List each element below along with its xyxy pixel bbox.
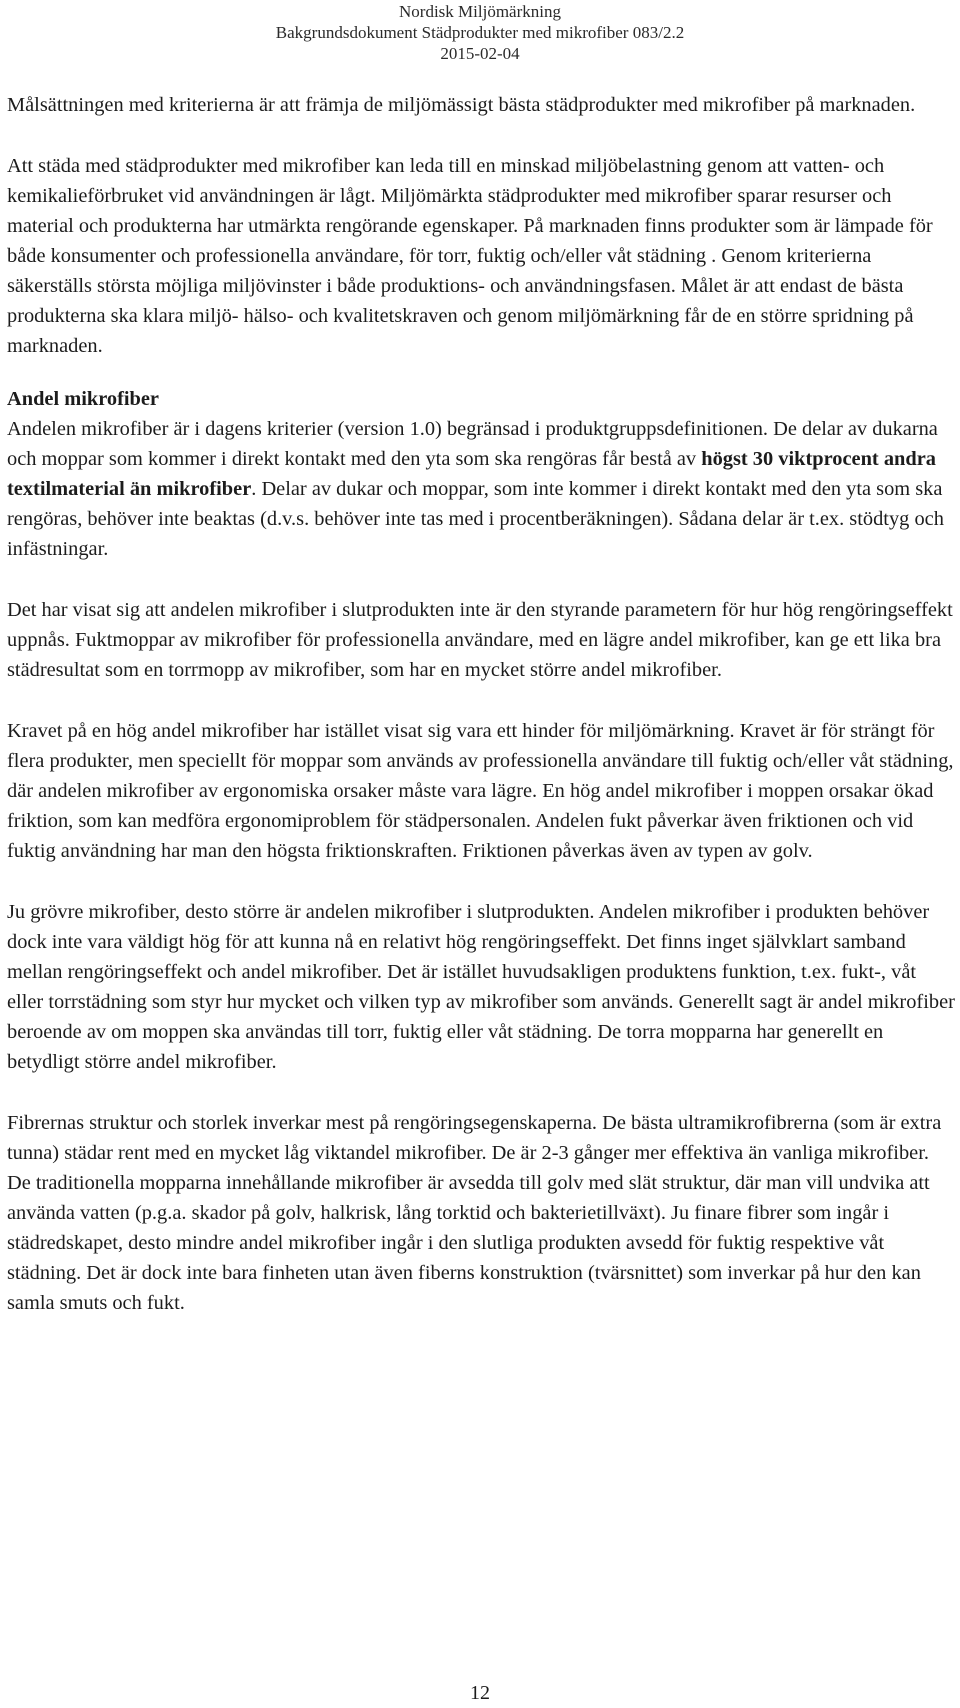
paragraph-definition <box>7 414 955 564</box>
header-org: Nordisk Miljömärkning <box>399 2 561 21</box>
paragraph-coarse-fibers: Ju grövre mikrofiber, desto större är andelen mikrofiber i slutprodukten. Andelen mikrofiber i produkten behöver dock inte vara väldigt hög för att kunna nå en relativt hög rengöringseffekt. Det finns inget självklart samband mellan rengöringseffekt och andel mikrofiber. Det är istället huvudsakligen produktens funktion, t.ex. fukt-, våt eller torrstädning som styr hur mycket och vilken typ av mikrofiber som används. Generellt sagt är andel mikrofiber beroende av om moppen ska användas till torr, fuktig eller våt städning. De torra mopparna har generellt en betydligt större andel mikrofiber. <box>7 901 955 1073</box>
paragraph-fiber-structure: Fibrernas struktur och storlek inverkar mest på rengöringsegenskaperna. De bästa ultramikrofibrerna (som är extra tunna) städar rent med en mycket låg viktandel mikrofiber. De är 2-3 gånger mer effektiva än vanliga mikrofiber. De traditionella mopparna innehållande mikrofiber är avsedda till golv med slät struktur, där man vill undvika att använda vatten (p.g.a. skador på golv, halkrisk, lång torktid och bakterietillväxt). Ju finare fibrer som ingår i städredskapet, desto mindre andel mikrofiber ingår i den slutliga produkten avsedd för fuktig respektive våt städning. Det är dock inte bara finheten utan även fiberns konstruktion (tvärsnittet) som inverkar på hur den kan samla smuts och fukt. <box>7 1112 942 1314</box>
section-heading: Andel mikrofiber <box>7 388 159 410</box>
page-number: 12 <box>470 1682 490 1704</box>
paragraph-definition-emphasis: högst 30 viktprocent andra textilmaterial än mikrofiber <box>7 448 936 500</box>
page-header <box>0 0 960 64</box>
paragraph-cleaning-effect: Det har visat sig att andelen mikrofiber i slutprodukten inte är den styrande parametern för hur hög rengöringseffekt uppnås. Fuktmoppar av mikrofiber för professionella användare, med en lägre andel mikrofiber, kan ge ett lika bra städresultat som en torrmopp av mikrofiber, som har en mycket större andel mikrofiber. <box>7 599 953 681</box>
paragraph-goal: Målsättningen med kriterierna är att främja de miljömässigt bästa städprodukter med mikrofiber på marknaden. <box>7 94 916 116</box>
paragraph-benefits: Att städa med städprodukter med mikrofiber kan leda till en minskad miljöbelastning genom att vatten- och kemikalieförbruket vid användningen är lågt. Miljömärkta städprodukter med mikrofiber sparar resurser och material och produkterna har utmärkta rengörande egenskaper. På marknaden finns produkter som är lämpade för både konsumenter och professionella användare, för torr, fuktig och/eller våt städning . Genom kriterierna säkerställs största möjliga miljövinster i både produktions- och användningsfasen. Målet är att endast de bästa produkterna ska klara miljö- hälso- och kvalitetskraven och genom miljömärkning får de en större spridning på marknaden. <box>7 155 933 357</box>
header-date: 2015-02-04 <box>440 44 520 63</box>
document-body <box>7 90 955 1318</box>
paragraph-ergonomics: Kravet på en hög andel mikrofiber har istället visat sig vara ett hinder för miljömärkning. Kravet är för strängt för flera produkter, men speciellt för moppar som används av professionella användare till fuktig och/eller våt städning, där andelen mikrofiber av ergonomiska orsaker måste vara lägre. En hög andel mikrofiber i moppen orsakar ökad friktion, som kan medföra ergonomiproblem för städpersonalen. Andelen fukt påverkar även friktionen och vid fuktig användning har man den högsta friktionskraften. Friktionen påverkas även av typen av golv. <box>7 720 954 862</box>
header-doc-title: Bakgrundsdokument Städprodukter med mikrofiber 083/2.2 <box>275 23 685 42</box>
paragraph-definition-part-1: Andelen mikrofiber är i dagens kriterier (version 1.0) begränsad i produktgruppsdefinitionen. De delar av dukarna och moppar som kommer i direkt kontakt med den yta som ska rengöras får bestå av <box>7 418 938 470</box>
paragraph-definition-part-2: . Delar av dukar och moppar, som inte kommer i direkt kontakt med den yta som ska rengöras, behöver inte beaktas (d.v.s. behöver inte tas med i procentberäkningen). Sådana delar är t.ex. stödtyg och infästningar. <box>7 478 944 560</box>
